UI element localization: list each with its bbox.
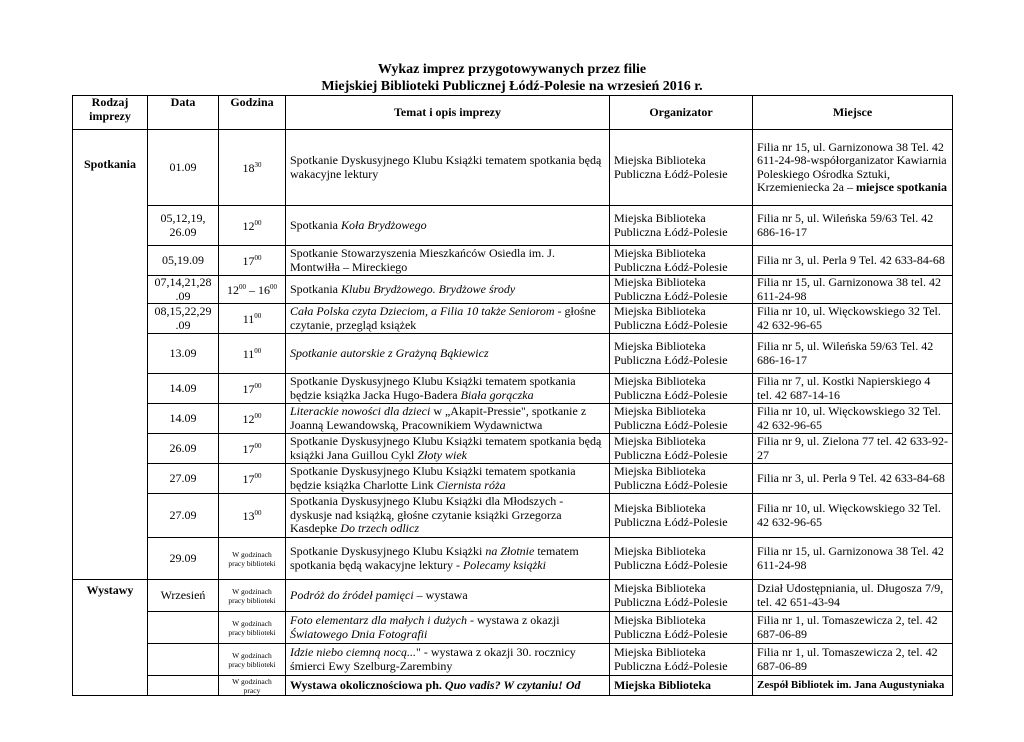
event-organizer [610,464,753,494]
event-topic [286,246,610,276]
place-text: Filia nr 10, ul. Więckowskiego 32 Tel. 42 632-96-65 [757,501,941,529]
topic-segment: Spotkania Dyskusyjnego Klubu Książki dla Młodszych - dyskusje nad książką, głośne czytanie książki Grzegorza Kasdepke [290,494,564,536]
event-topic [286,206,610,246]
event-topic [286,612,610,644]
event-topic [286,434,610,464]
date-text: 14.09 [169,410,197,425]
time-minutes: 00 [254,254,262,263]
event-place [753,612,953,644]
event-time [219,538,286,580]
topic-segment: Wystawa okolicznościowa ph. [290,677,445,692]
organizer-text: Miejska Biblioteka Publiczna Łódź-Polesie [614,501,728,529]
time-text: W godzinach pracy [232,676,272,695]
event-organizer [610,494,753,538]
time-hour: 17 [242,254,255,269]
event-time [219,276,286,304]
place-text: Dział Udostępniania, ul. Długosza 7/9, tel. 42 651-43-94 [757,581,944,609]
topic-segment: Foto elementarz dla małych i dużych [290,613,467,627]
time-minutes: 00 [254,412,262,421]
topic-segment: Idzie niebo ciemną nocą... [290,645,416,659]
event-date [148,374,219,404]
date-text: 29.09 [169,550,197,565]
group-label: Spotkania [83,157,137,171]
place-text: Filia nr 1, ul. Tomaszewicza 2, tel. 42 687-06-89 [757,613,938,641]
topic-segment: Koła Brydżowego [341,217,427,232]
header-date: Data [148,96,219,130]
event-row [73,304,953,334]
date-text: 05,19.09 [162,252,204,267]
topic-segment: na Złotnie [485,544,535,558]
topic-segment: Spotkania [290,281,341,296]
event-time [219,404,286,434]
time-hour: 12 [242,219,255,234]
organizer-text: Miejska Biblioteka Publiczna Łódź-Polesie [614,404,728,432]
event-topic [286,404,610,434]
event-row [73,374,953,404]
place-text: Filia nr 10, ul. Więckowskiego 32 Tel. 42 632-96-65 [757,304,941,332]
event-topic [286,644,610,676]
topic-segment: tematem spotkania będą wakacyjne lektury - [290,544,579,572]
topic-segment: – wystawa [413,587,468,602]
event-place [753,464,953,494]
event-topic [286,538,610,580]
event-time [219,374,286,404]
event-organizer [610,206,753,246]
event-date [148,206,219,246]
time-minutes: 00 [254,347,262,356]
event-topic [286,304,610,334]
topic-segment: Złoty wiek [417,447,467,462]
time-minutes: 00 [254,219,262,228]
event-organizer [610,334,753,374]
event-time [219,612,286,644]
time-minutes: 00 [239,283,246,292]
place-text: Filia nr 3, ul. Perla 9 Tel. 42 633-84-68 [757,252,945,267]
event-type-wystawy [73,580,148,696]
organizer-text: Miejska Biblioteka Publiczna Łódź-Polesie [614,211,728,239]
event-place [753,434,953,464]
event-topic [286,276,610,304]
date-text: 27.09 [169,507,197,522]
event-row [73,494,953,538]
event-organizer [610,676,753,696]
place-text: Zespół Bibliotek im. Jana Augustyniaka [757,678,945,691]
event-topic [286,676,610,696]
organizer-text: Miejska Biblioteka Publiczna Łódź-Polesie [614,339,728,367]
header-row [73,96,953,130]
time-text: W godzinach pracy biblioteki [228,650,276,669]
topic-segment: Polecamy książki [462,557,546,572]
organizer-text: Miejska Biblioteka [614,677,712,692]
event-topic [286,580,610,612]
time-minutes: 30 [254,161,262,170]
event-place [753,644,953,676]
place-text: Filia nr 1, ul. Tomaszewicza 2, tel. 42 687-06-89 [757,645,938,673]
date-text: 05,12,19, 26.09 [160,211,206,239]
event-topic [286,464,610,494]
event-organizer [610,374,753,404]
topic-segment: Spotkanie Stowarzyszenia Mieszkańców Osiedla im. J. Montwiłła – Mireckiego [290,246,555,274]
event-row [73,206,953,246]
time-hour: 18 [242,161,255,176]
header-topic: Temat i opis imprezy [286,96,610,130]
event-organizer [610,538,753,580]
event-date [148,130,219,206]
time-minutes: 00 [254,509,262,518]
time-hour: 11 [242,347,255,362]
place-text: Filia nr 15, ul. Garnizonowa 38 tel. 42 611-24-98 [757,275,941,303]
topic-segment: Klubu Brydżowego. Brydżowe środy [341,281,516,296]
time-hour: 12 [242,412,255,427]
topic-segment: Cała Polska czyta Dzieciom, a Filia 10 także Seniorom [290,304,555,318]
event-time [219,130,286,206]
place-text: Filia nr 10, ul. Więckowskiego 32 Tel. 42 632-96-65 [757,404,941,432]
organizer-text: Miejska Biblioteka Publiczna Łódź-Polesie [614,153,728,181]
event-date [148,404,219,434]
event-row [73,276,953,304]
event-organizer [610,580,753,612]
topic-segment: Spotkanie Dyskusyjnego Klubu Książki tematem spotkania będą książki Jana Guillou Cykl [290,434,602,462]
event-row [73,130,953,206]
time-hour: 17 [242,382,255,397]
event-time [219,206,286,246]
place-emphasis: miejsce spotkania [855,180,947,194]
event-organizer [610,246,753,276]
topic-segment: Spotkanie Dyskusyjnego Klubu Książki [290,544,486,558]
event-topic [286,494,610,538]
date-text: 14.09 [169,380,197,395]
event-place [753,580,953,612]
event-place [753,676,953,696]
event-time [219,434,286,464]
topic-segment: Spotkanie Dyskusyjnego Klubu Książki tematem spotkania będą wakacyjne lektury [290,153,602,181]
time-hour: 12 [227,283,239,298]
place-text: Filia nr 9, ul. Zielona 77 tel. 42 633-92-27 [757,434,948,462]
event-date [148,644,219,676]
topic-segment: Podróż do źródeł pamięci [290,587,414,602]
header-type: Rodzaj imprezy [73,96,148,130]
title-line-1: Wykaz imprez przygotowywanych przez filie [377,62,647,77]
time-hour: 17 [242,442,255,457]
place-text: Filia nr 15, ul. Garnizonowa 38 Tel. 42 611-24-98 [757,544,944,572]
event-row [73,334,953,374]
event-type-spotkania [73,130,148,580]
event-place [753,334,953,374]
event-date [148,676,219,696]
event-date [148,580,219,612]
event-row [73,538,953,580]
event-organizer [610,304,753,334]
place-text: Filia nr 7, ul. Kostki Napierskiego 4 tel. 42 687-14-16 [757,374,931,402]
time-text: W godzinach pracy biblioteki [228,618,276,637]
group-label: Wystawy [86,583,134,597]
event-time [219,304,286,334]
event-time [219,464,286,494]
topic-segment: Spotkanie Dyskusyjnego Klubu Książki tematem spotkania będzie książka Jacka Hugo-Badera [290,374,576,402]
event-date [148,464,219,494]
event-date [148,434,219,464]
event-topic [286,334,610,374]
place-text: Filia nr 5, ul. Wileńska 59/63 Tel. 42 686-16-17 [757,211,934,239]
topic-segment: Spotkanie Dyskusyjnego Klubu Książki tematem spotkania będzie książka Charlotte Link [290,464,576,492]
topic-segment: Spotkanie autorskie z Grażyną Bąkiewicz [290,345,489,360]
time-hour: 17 [242,472,255,487]
event-place [753,494,953,538]
event-place [753,374,953,404]
event-place [753,130,953,206]
event-organizer [610,644,753,676]
event-place [753,538,953,580]
header-organizer: Organizator [610,96,753,130]
event-date [148,538,219,580]
topic-segment: Do trzech odlicz [340,521,419,536]
time-minutes: 00 [254,442,262,451]
exhibition-row [73,612,953,644]
event-row [73,246,953,276]
organizer-text: Miejska Biblioteka Publiczna Łódź-Polesie [614,304,728,332]
event-place [753,206,953,246]
date-text: 13.09 [169,345,197,360]
topic-segment: " - wystawa z okazji 30. rocznicy śmierci Ewy Szelburg-Zarembiny [290,645,576,673]
date-text: 27.09 [169,470,197,485]
title-line-2: Miejskiej Biblioteki Publicznej Łódź-Polesie na wrzesień 2016 r. [321,79,703,94]
place-text: Filia nr 5, ul. Wileńska 59/63 Tel. 42 686-16-17 [757,339,934,367]
event-place [753,246,953,276]
event-date [148,276,219,304]
topic-segment: Światowego Dnia Fotografii [290,626,428,641]
date-text: 26.09 [169,440,197,455]
time-to: – 16 [246,283,270,298]
organizer-text: Miejska Biblioteka Publiczna Łódź-Polesie [614,613,728,641]
topic-segment: Spotkania [290,217,341,232]
date-text: 01.09 [169,159,197,174]
event-organizer [610,130,753,206]
topic-segment: - głośne czytanie, przegląd książek [290,304,596,332]
event-time [219,494,286,538]
exhibition-row [73,580,953,612]
event-time [219,246,286,276]
event-time [219,644,286,676]
events-table [72,95,953,696]
organizer-text: Miejska Biblioteka Publiczna Łódź-Polesie [614,544,728,572]
time-hour: 13 [242,509,255,524]
event-date [148,246,219,276]
time-minutes: 00 [254,382,262,391]
event-date [148,612,219,644]
event-row [73,404,953,434]
event-date [148,494,219,538]
event-organizer [610,276,753,304]
topic-segment: - wystawa z okazji [466,613,560,627]
organizer-text: Miejska Biblioteka Publiczna Łódź-Polesie [614,581,728,609]
event-organizer [610,404,753,434]
event-date [148,304,219,334]
exhibition-row [73,676,953,696]
time-minutes: 00 [254,312,262,321]
time-text: W godzinach pracy biblioteki [228,586,276,605]
topic-segment: Ciernista róża [436,477,506,492]
topic-segment: w „Akapit-Pressie", spotkanie z Joanną Lewandowską, Pracownikiem Wydawnictwa [290,404,587,432]
event-place [753,304,953,334]
exhibition-row [73,644,953,676]
time-minutes: 00 [254,472,262,481]
event-row [73,464,953,494]
event-place [753,276,953,304]
time-text: W godzinach pracy biblioteki [228,549,276,568]
event-organizer [610,434,753,464]
place-text: Filia nr 3, ul. Perla 9 Tel. 42 633-84-68 [757,470,945,485]
event-time [219,676,286,696]
event-row [73,434,953,464]
organizer-text: Miejska Biblioteka Publiczna Łódź-Polesie [614,645,728,673]
organizer-text: Miejska Biblioteka Publiczna Łódź-Polesie [614,434,728,462]
organizer-text: Miejska Biblioteka Publiczna Łódź-Polesie [614,464,728,492]
event-topic [286,374,610,404]
header-place: Miejsce [753,96,953,130]
date-text: Wrzesień [160,587,206,602]
organizer-text: Miejska Biblioteka Publiczna Łódź-Polesie [614,246,728,274]
header-time: Godzina [219,96,286,130]
event-date [148,334,219,374]
event-place [753,404,953,434]
event-organizer [610,612,753,644]
time-to-minutes: 00 [270,283,277,292]
event-time [219,580,286,612]
time-hour: 11 [242,312,255,327]
topic-segment: Biała gorączka [460,387,534,402]
date-text: 08,15,22,29 .09 [154,304,212,332]
organizer-text: Miejska Biblioteka Publiczna Łódź-Polesie [614,275,728,303]
date-text: 07,14,21,28 .09 [154,275,212,303]
event-topic [286,130,610,206]
organizer-text: Miejska Biblioteka Publiczna Łódź-Polesie [614,374,728,402]
place-text: Filia nr 15, ul. Garnizonowa 38 Tel. 42 611-24-98-współorganizator Kawiarnia Poleskiego Ośrodka Sztuki, Krzemieniecka 2a – [757,139,947,194]
topic-segment: Literackie nowości dla dzieci [290,404,431,418]
event-time [219,334,286,374]
topic-segment: Quo vadis? W czytaniu! Od [444,677,581,692]
